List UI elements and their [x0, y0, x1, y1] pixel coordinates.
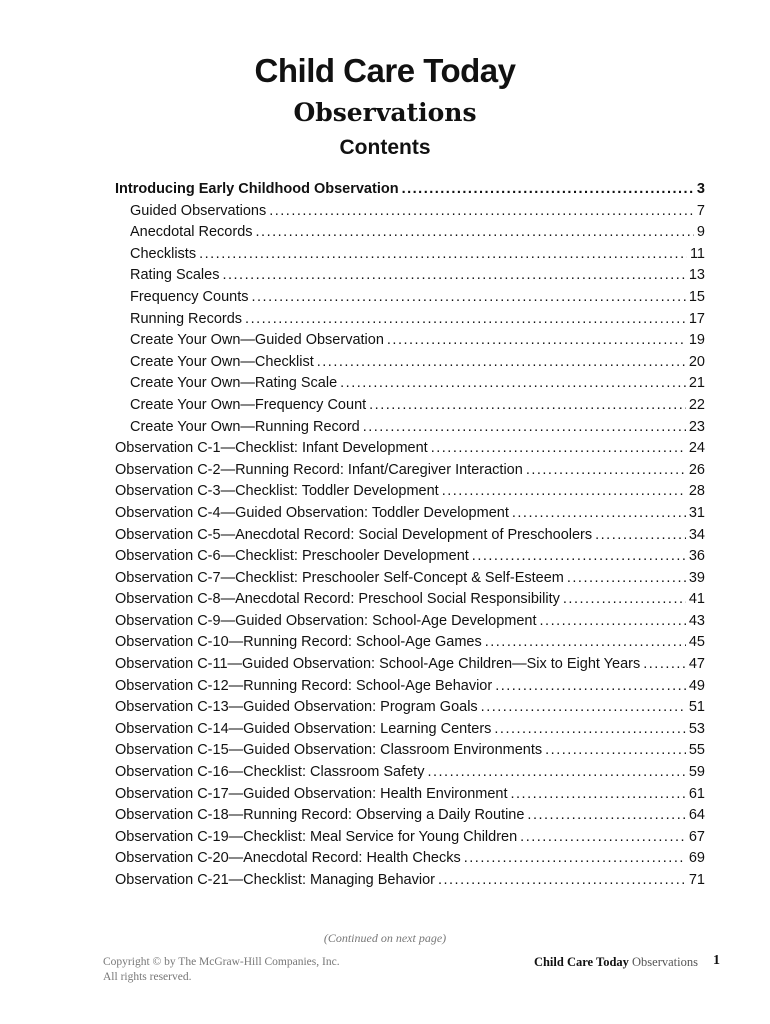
toc-entry-page: 69 — [688, 850, 705, 867]
toc-dot-leader — [369, 395, 686, 417]
toc-dot-leader — [567, 568, 686, 590]
toc-entry[interactable] — [115, 481, 705, 503]
toc-dot-leader — [540, 611, 686, 633]
toc-entry-title: Observation C-14—Guided Observation: Learning Centers — [115, 720, 492, 737]
toc-entry-page: 67 — [688, 828, 705, 845]
toc-dot-leader — [527, 805, 685, 827]
toc-dot-leader — [363, 417, 686, 439]
page-number: 1 — [713, 953, 720, 968]
toc-entry[interactable] — [115, 611, 705, 633]
toc-entry[interactable] — [115, 352, 705, 374]
toc-dot-leader — [256, 222, 694, 244]
toc-dot-leader — [402, 179, 694, 201]
toc-entry-page: 39 — [688, 569, 705, 586]
toc-dot-leader — [512, 503, 686, 525]
toc-entry[interactable] — [115, 201, 705, 223]
toc-dot-leader — [431, 438, 686, 460]
toc-entry-page: 19 — [688, 332, 705, 349]
toc-entry-title: Observation C-18—Running Record: Observing a Daily Routine — [115, 807, 525, 824]
toc-entry-page: 17 — [688, 310, 705, 327]
toc-entry[interactable] — [115, 632, 705, 654]
contents-heading: Contents — [339, 136, 431, 159]
toc-entry-title: Observation C-3—Checklist: Toddler Development — [115, 483, 439, 500]
toc-entry[interactable] — [115, 503, 705, 525]
toc-dot-leader — [520, 827, 686, 849]
toc-entry-title: Observation C-12—Running Record: School-Age Behavior — [115, 677, 493, 694]
toc-entry[interactable] — [115, 848, 705, 870]
toc-entry[interactable] — [115, 805, 705, 827]
toc-dot-leader — [340, 373, 686, 395]
toc-entry-title: Observation C-20—Anecdotal Record: Health Checks — [115, 850, 461, 867]
toc-entry-title: Rating Scales — [130, 267, 220, 284]
toc-entry-page: 15 — [688, 288, 705, 305]
toc-entry[interactable] — [115, 676, 705, 698]
toc-entry-page: 23 — [688, 418, 705, 435]
copyright-notice — [103, 955, 340, 985]
toc-entry[interactable] — [115, 179, 705, 201]
toc-dot-leader — [545, 740, 686, 762]
toc-entry-title: Introducing Early Childhood Observation — [115, 181, 399, 197]
toc-entry[interactable] — [115, 460, 705, 482]
toc-entry-title: Observation C-10—Running Record: School-Age Games — [115, 634, 482, 651]
toc-entry[interactable] — [115, 784, 705, 806]
page-subtitle: Observations — [293, 98, 477, 127]
toc-entry-page: 36 — [688, 548, 705, 565]
toc-entry[interactable] — [115, 697, 705, 719]
toc-dot-leader — [485, 632, 686, 654]
toc-entry-page: 13 — [688, 267, 705, 284]
copyright-line: Copyright © by The McGraw-Hill Companies, Inc. — [103, 956, 340, 968]
footer-book-title-bold: Child Care Today — [533, 955, 629, 969]
toc-dot-leader — [427, 762, 685, 784]
toc-entry[interactable] — [115, 244, 705, 266]
toc-entry-page: 26 — [688, 461, 705, 478]
toc-entry-page: 61 — [688, 785, 705, 802]
toc-dot-leader — [269, 201, 694, 223]
toc-entry[interactable] — [115, 546, 705, 568]
toc-entry-title: Observation C-8—Anecdotal Record: Preschool Social Responsibility — [115, 591, 560, 608]
toc-entry-title: Create Your Own—Checklist — [130, 353, 314, 370]
toc-entry[interactable] — [115, 525, 705, 547]
toc-dot-leader — [494, 719, 685, 741]
table-of-contents — [115, 179, 705, 892]
toc-entry-title: Running Records — [130, 310, 243, 327]
toc-dot-leader — [245, 309, 686, 331]
toc-entry-title: Observation C-15—Guided Observation: Classroom Environments — [115, 742, 543, 759]
toc-entry-page: 22 — [688, 396, 705, 413]
toc-entry-page: 71 — [688, 872, 705, 888]
toc-entry-title: Observation C-21—Checklist: Managing Behavior — [115, 872, 435, 888]
toc-entry[interactable] — [115, 589, 705, 611]
toc-entry-title: Anecdotal Records — [130, 224, 253, 241]
toc-entry-page: 3 — [696, 181, 705, 197]
toc-entry-title: Observation C-11—Guided Observation: School-Age Children—Six to Eight Years — [115, 656, 641, 673]
toc-entry-page: 53 — [688, 720, 705, 737]
toc-entry-title: Observation C-16—Checklist: Classroom Safety — [115, 764, 425, 781]
toc-entry[interactable] — [115, 330, 705, 352]
toc-entry[interactable] — [115, 568, 705, 590]
toc-entry[interactable] — [115, 438, 705, 460]
continued-note: (Continued on next page) — [323, 931, 447, 945]
toc-entry[interactable] — [115, 762, 705, 784]
toc-dot-leader — [472, 546, 686, 568]
toc-entry-page: 20 — [688, 353, 705, 370]
toc-dot-leader — [387, 330, 686, 352]
toc-entry-page: 64 — [688, 807, 705, 824]
toc-entry-title: Frequency Counts — [130, 288, 249, 305]
toc-entry[interactable] — [115, 309, 705, 331]
toc-entry-page: 47 — [688, 656, 705, 673]
toc-dot-leader — [595, 525, 686, 547]
toc-entry-page: 7 — [696, 202, 705, 219]
rights-line: All rights reserved. — [103, 971, 192, 983]
toc-entry-title: Checklists — [130, 245, 197, 262]
toc-dot-leader — [563, 589, 686, 611]
toc-entry-title: Observation C-7—Checklist: Preschooler Self-Concept & Self-Esteem — [115, 569, 564, 586]
footer-book-title-light: Observations — [632, 955, 698, 969]
toc-entry-title: Observation C-5—Anecdotal Record: Social Development of Preschoolers — [115, 526, 593, 543]
toc-entry-title: Observation C-19—Checklist: Meal Service for Young Children — [115, 828, 518, 845]
toc-entry-title: Guided Observations — [130, 202, 267, 219]
toc-entry-page: 24 — [688, 440, 705, 457]
toc-entry-title: Observation C-9—Guided Observation: School-Age Development — [115, 612, 537, 629]
toc-entry-page: 11 — [689, 245, 705, 262]
toc-entry-title: Observation C-13—Guided Observation: Program Goals — [115, 699, 478, 716]
toc-entry-page: 43 — [688, 612, 705, 629]
toc-entry-page: 55 — [688, 742, 705, 759]
toc-entry-title: Observation C-6—Checklist: Preschooler Development — [115, 548, 469, 565]
toc-dot-leader — [643, 654, 686, 676]
toc-entry-page: 34 — [688, 526, 705, 543]
toc-entry-title: Create Your Own—Frequency Count — [130, 396, 367, 413]
toc-entry-title: Create Your Own—Guided Observation — [130, 332, 384, 349]
toc-dot-leader — [317, 352, 686, 374]
toc-dot-leader — [495, 676, 686, 698]
toc-dot-leader — [199, 244, 687, 266]
toc-entry-page: 51 — [688, 699, 705, 716]
toc-entry[interactable] — [115, 719, 705, 741]
toc-entry[interactable] — [115, 265, 705, 287]
toc-entry-page: 59 — [688, 764, 705, 781]
toc-dot-leader — [464, 848, 686, 870]
toc-entry[interactable] — [115, 395, 705, 417]
toc-dot-leader — [526, 460, 686, 482]
toc-entry-title: Observation C-4—Guided Observation: Toddler Development — [115, 504, 509, 521]
toc-dot-leader — [222, 265, 685, 287]
toc-entry-page: 9 — [696, 224, 705, 241]
toc-entry[interactable] — [115, 287, 705, 309]
toc-entry-title: Create Your Own—Rating Scale — [130, 375, 338, 392]
toc-entry[interactable] — [115, 373, 705, 395]
page-title: Child Care Today — [254, 52, 516, 89]
toc-entry[interactable] — [115, 222, 705, 244]
toc-entry[interactable] — [115, 870, 705, 892]
toc-entry-title: Observation C-2—Running Record: Infant/Caregiver Interaction — [115, 461, 523, 478]
toc-entry-title: Observation C-1—Checklist: Infant Development — [115, 440, 428, 457]
toc-entry-page: 28 — [688, 483, 705, 500]
toc-entry-title: Create Your Own—Running Record — [130, 418, 360, 435]
toc-dot-leader — [251, 287, 685, 309]
toc-dot-leader — [438, 870, 686, 892]
toc-entry-page: 45 — [688, 634, 705, 651]
toc-entry[interactable] — [115, 417, 705, 439]
toc-entry-page: 31 — [688, 504, 705, 521]
toc-entry-page: 41 — [688, 591, 705, 608]
toc-entry[interactable] — [115, 827, 705, 849]
toc-dot-leader — [481, 697, 686, 719]
toc-entry-page: 49 — [688, 677, 705, 694]
toc-dot-leader — [511, 784, 686, 806]
toc-dot-leader — [442, 481, 686, 503]
toc-entry[interactable] — [115, 740, 705, 762]
toc-entry-page: 21 — [688, 375, 705, 392]
toc-entry-title: Observation C-17—Guided Observation: Health Environment — [115, 785, 508, 802]
footer-book-title — [534, 955, 698, 970]
toc-entry[interactable] — [115, 654, 705, 676]
